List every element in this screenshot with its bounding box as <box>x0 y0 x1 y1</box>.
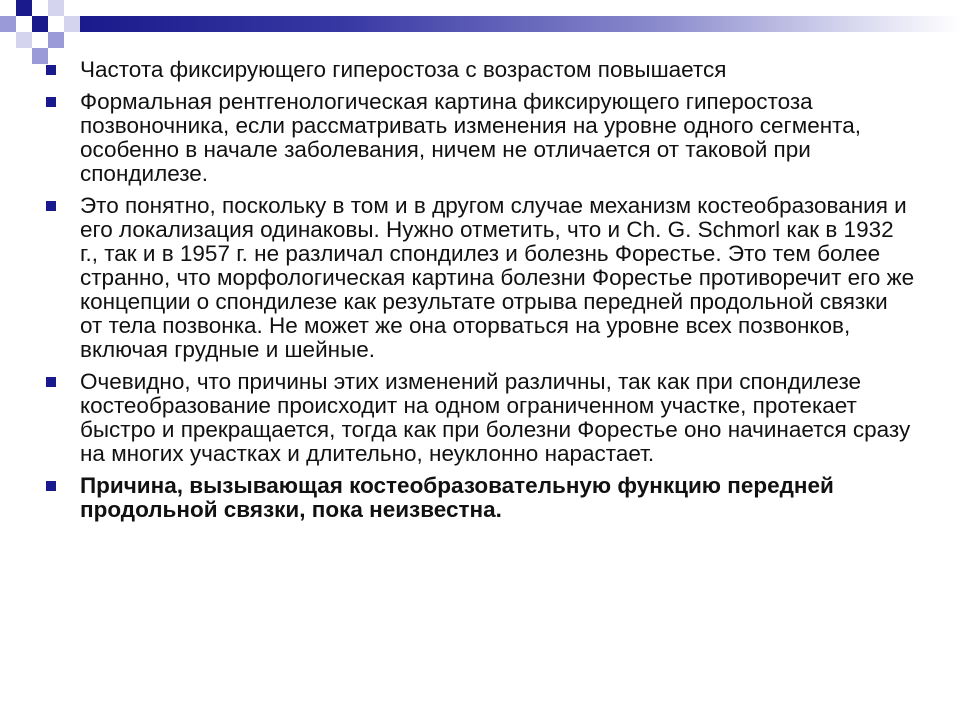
square-bullet-icon <box>46 97 56 107</box>
corner-square <box>64 16 80 32</box>
bullet-text: Очевидно, что причины этих изменений различны, так как при спондилезе костеобразование происходит на одном ограниченном участке, протекает быстро и прекращается, тогда как при болезни Форестье оно начинается сразу на многих участках и длительно, неуклонно нарастает. <box>80 369 911 466</box>
corner-square <box>16 32 32 48</box>
bullet-item <box>46 370 916 466</box>
bullet-item <box>46 194 916 362</box>
bullet-text: Это понятно, поскольку в том и в другом случае механизм костеобразования и его локализация одинаковы. Нужно отметить, что и Ch. G. Schmorl как в 1932 г., так и в 1957 г. не различал спондилез и болезнь Форестье. Это тем более странно, что морфологическая картина болезни Форестье противоречит его же концепции о спондилезе как результате отрыва передней продольной связки от тела позвонка. Не может же она оторваться на уровне всех позвонков, включая грудные и шейные. <box>80 193 915 362</box>
bullet-text: Частота фиксирующего гиперостоза с возрастом повышается <box>80 57 727 82</box>
bullet-item <box>46 58 916 82</box>
bullet-text: Причина, вызывающая костеобразовательную функцию передней продольной связки, пока неизвестна. <box>80 473 834 522</box>
header-gradient-bar <box>80 16 960 32</box>
corner-square <box>48 32 64 48</box>
corner-square <box>0 16 16 32</box>
bullet-text: Формальная рентгенологическая картина фиксирующего гиперостоза позвоночника, если рассматривать изменения на уровне одного сегмента, особенно в начале заболевания, ничем не отличается от таковой при спондилезе. <box>80 89 861 186</box>
square-bullet-icon <box>46 65 56 75</box>
corner-square <box>48 0 64 16</box>
corner-decoration <box>0 0 80 64</box>
square-bullet-icon <box>46 377 56 387</box>
bullet-item <box>46 90 916 186</box>
square-bullet-icon <box>46 201 56 211</box>
bullet-list <box>46 58 916 530</box>
corner-square <box>16 0 32 16</box>
bullet-item-conclusion <box>46 474 916 522</box>
corner-square <box>32 16 48 32</box>
square-bullet-icon <box>46 481 56 491</box>
